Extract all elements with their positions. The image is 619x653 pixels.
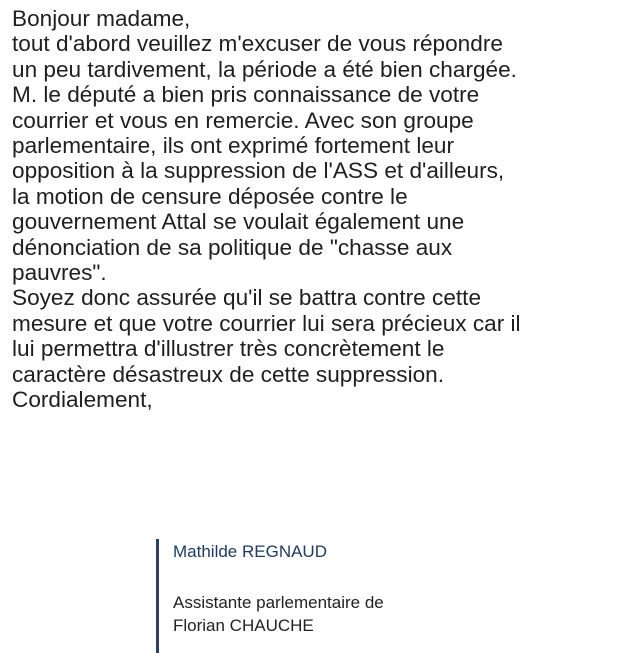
message-body bbox=[12, 6, 612, 413]
message-line: caractère désastreux de cette suppression. bbox=[12, 361, 445, 387]
message-line: lui permettra d'illustrer très concrètement le bbox=[12, 336, 445, 362]
signature-name: Mathilde REGNAUD bbox=[173, 542, 327, 561]
signature-role bbox=[173, 591, 384, 637]
closing-line: Cordialement, bbox=[12, 387, 153, 413]
message-line: parlementaire, ils ont exprimé fortement leur bbox=[12, 133, 455, 159]
signature-role-title: Assistante parlementaire de bbox=[173, 593, 384, 612]
greeting-line: Bonjour madame, bbox=[12, 6, 191, 31]
email-signature bbox=[156, 539, 596, 653]
message-line: courrier et vous en remercie. Avec son groupe bbox=[12, 107, 474, 133]
message-line: la motion de censure déposée contre le bbox=[12, 183, 408, 209]
message-line: mesure et que votre courrier lui sera précieux car il bbox=[12, 310, 521, 336]
message-line: Soyez donc assurée qu'il se battra contre cette bbox=[12, 285, 482, 311]
signature-role-deputy: Florian CHAUCHE bbox=[173, 616, 314, 635]
message-line: dénonciation de sa politique de "chasse aux bbox=[12, 234, 453, 260]
message-line: un peu tardivement, la période a été bien chargée. bbox=[12, 56, 517, 82]
message-line: gouvernement Attal se voulait également une bbox=[12, 209, 465, 235]
message-line: M. le député a bien pris connaissance de votre bbox=[12, 82, 480, 108]
message-line: opposition à la suppression de l'ASS et d'ailleurs, bbox=[12, 158, 505, 184]
message-line: tout d'abord veuillez m'excuser de vous répondre bbox=[12, 31, 503, 57]
message-line: pauvres". bbox=[12, 260, 107, 286]
